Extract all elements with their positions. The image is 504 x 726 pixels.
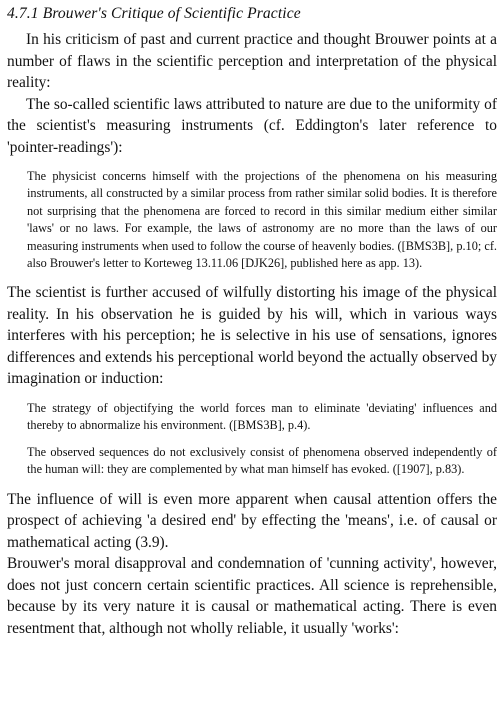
section-title: Brouwer's Critique of Scientific Practice [42, 5, 301, 22]
page [7, 4, 497, 639]
block-quote-3: The observed sequences do not exclusively consist of phenomena observed independently of the human will: they are complemented by what man himself has evoked. ([1907], p.83). [27, 444, 497, 477]
section-heading [7, 4, 497, 24]
paragraph-5: Brouwer's moral disapproval and condemnation of 'cunning activity', however, does not just concern certain scientific practices. All science is reprehensible, because by its very nature it is causal or mathematical acting. There is even resentment that, although not wholly reliable, it usually 'works': [7, 555, 497, 637]
paragraph-1: In his criticism of past and current practice and thought Brouwer points at a number of flaws in the scientific perception and interpretation of the physical reality: [7, 31, 497, 91]
paragraph-3: The scientist is further accused of wilfully distorting his image of the physical reality. In his observation he is guided by his will, which in various ways interferes with his perception; he is selective in his use of sensations, ignores differences and extends his perceptional world beyond the actually observed by imagination or induction: [7, 284, 497, 388]
paragraph-4: The influence of will is even more apparent when causal attention offers the prospect of achieving 'a desired end' by effecting the 'means', i.e. of causal or mathematical acting (3.9). [7, 490, 497, 551]
paragraph-2: The so-called scientific laws attributed to nature are due to the uniformity of the scientist's measuring instruments (cf. Eddington's later reference to 'pointer-readings'): [7, 95, 497, 156]
section-number: 4.7.1 [7, 5, 39, 22]
block-quote-2: The strategy of objectifying the world forces man to eliminate 'deviating' influences and thereby to abnormalize his environment. ([BMS3B], p.4). [27, 400, 497, 433]
block-quote-1: The physicist concerns himself with the projections of the phenomena on his measuring instruments, all constructed by a similar process from rather similar solid bodies. It is therefore not surprising that the phenomena are forced to record in this similar medium either similar 'laws' or no laws. For example, the laws of astronomy are no more than the laws of our measuring instruments when used to follow the course of heavenly bodies. ([BMS3B], p.10; cf. also Brouwer's letter to Korteweg 13.11.06 [DJK26], published here as app. 13). [27, 169, 497, 271]
